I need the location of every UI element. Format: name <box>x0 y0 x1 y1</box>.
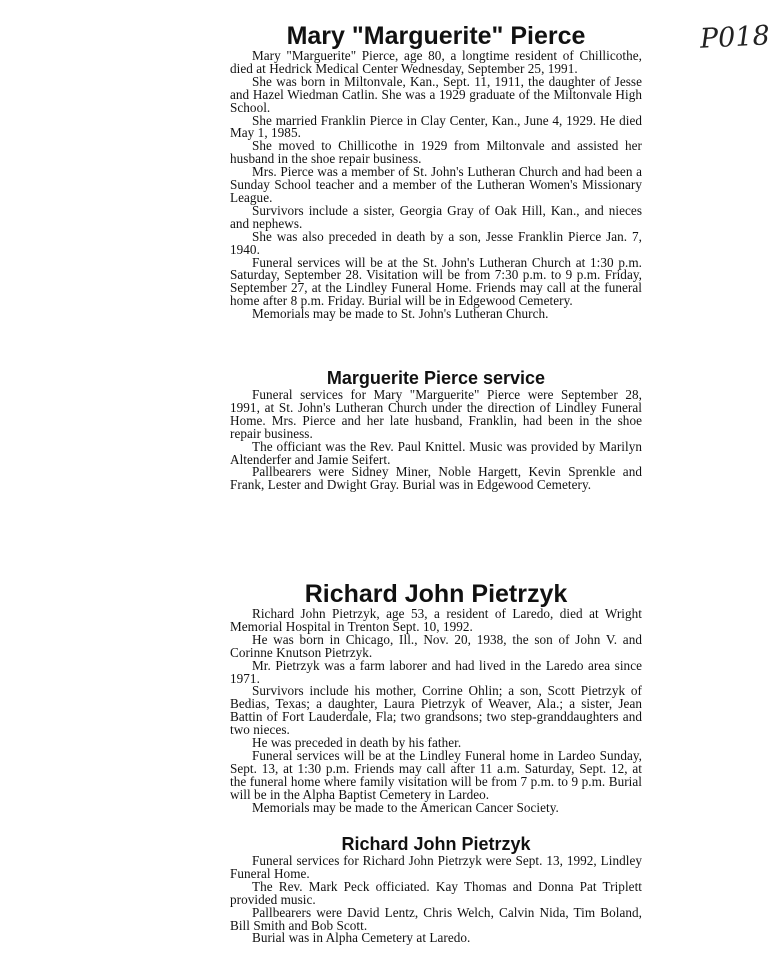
paragraph: She moved to Chillicothe in 1929 from Miltonvale and assisted her husband in the shoe repair business. <box>230 138 642 167</box>
obituary-body <box>230 608 642 815</box>
paragraph: Mary "Marguerite" Pierce, age 80, a longtime resident of Chillicothe, died at Hedrick Medical Center Wednesday, September 25, 1991. <box>230 48 642 76</box>
paragraph: Funeral services for Mary "Marguerite" Pierce were September 28, 1991, at St. John's Lutheran Church under the direction of Lindley Funeral Home. Mrs. Pierce and her late husband, Franklin, had been in the shoe repair business. <box>230 387 642 441</box>
service-title: Richard John Pietrzyk <box>341 834 531 854</box>
paragraph: Memorials may be made to the American Cancer Society. <box>252 799 559 815</box>
paragraph: Mr. Pietrzyk was a farm laborer and had lived in the Laredo area since 1971. <box>230 657 642 686</box>
paragraph: Survivors include a sister, Georgia Gray of Oak Hill, Kan., and nieces and nephews. <box>230 202 642 231</box>
paragraph: Mrs. Pierce was a member of St. John's Lutheran Church and had been a Sunday School teacher and a member of the Lutheran Women's Missionary League. <box>230 164 642 205</box>
paragraph: Funeral services for Richard John Pietrzyk were Sept. 13, 1992, Lindley Funeral Home. <box>230 853 642 881</box>
obituary-title: Richard John Pietrzyk <box>304 580 568 608</box>
paragraph: Memorials may be made to St. John's Lutheran Church. <box>252 306 549 322</box>
service-title: Marguerite Pierce service <box>326 368 546 388</box>
paragraph: She was born in Miltonvale, Kan., Sept. 11, 1911, the daughter of Jesse and Hazel Wiedman Catlin. She was a 1929 graduate of the Miltonvale High School. <box>230 73 642 115</box>
paragraph: He was preceded in death by his father. <box>252 735 462 751</box>
obituary-pierce <box>230 22 642 321</box>
service-pietrzyk <box>230 833 642 945</box>
paragraph: The officiant was the Rev. Paul Knittel. Music was provided by Marilyn Altenderfer and Jamie Seifert. <box>230 438 642 467</box>
paragraph: Pallbearers were David Lentz, Chris Welch, Calvin Nida, Tim Boland, Bill Smith and Bob Scott. <box>230 904 642 933</box>
obituary-title: Mary "Marguerite" Pierce <box>286 22 586 50</box>
paragraph: Survivors include his mother, Corrine Ohlin; a son, Scott Pietrzyk of Bedias, Texas; a daughter, Laura Pietrzyk of Weaver, Ala.; a sister, Jean Battin of Fort Lauderdale, Fla; two grandsons; two step-granddaughters and two nieces. <box>230 683 642 738</box>
service-pierce <box>230 367 642 492</box>
paragraph: She married Franklin Pierce in Clay Center, Kan., June 4, 1929. He died May 1, 1985. <box>230 112 642 141</box>
paragraph: Pallbearers were Sidney Miner, Noble Hargett, Kevin Sprenkle and Frank, Lester and Dwight Gray. Burial was in Edgewood Cemetery. <box>230 464 642 493</box>
handwritten-page-mark: P018 <box>699 20 770 55</box>
obituary-pietrzyk <box>230 580 642 815</box>
paragraph: She was also preceded in death by a son, Jesse Franklin Pierce Jan. 7, 1940. <box>230 228 642 257</box>
paragraph: Richard John Pietrzyk, age 53, a resident of Laredo, died at Wright Memorial Hospital in Trenton Sept. 10, 1992. <box>230 606 642 634</box>
paragraph: He was born in Chicago, Ill., Nov. 20, 1938, the son of John V. and Corinne Knutson Pietrzyk. <box>230 631 642 660</box>
paragraph: Funeral services will be at the Lindley Funeral home in Lardeo Sunday, Sept. 13, at 1:30 p.m. Friends may call after 11 a.m. Saturday, Sept. 12, at the funeral home where family visitation will be from 7 p.m. to 9 p.m. Burial will be in the Alpha Baptist Cemetery in Lardeo. <box>230 747 642 802</box>
paragraph: The Rev. Mark Peck officiated. Kay Thomas and Donna Pat Triplett provided music. <box>230 878 642 907</box>
paragraph: Burial was in Alpha Cemetery at Laredo. <box>252 930 471 946</box>
obituary-body <box>230 50 642 321</box>
paragraph: Funeral services will be at the St. John's Lutheran Church at 1:30 p.m. Saturday, September 28. Visitation will be from 7:30 p.m. to 9 p.m. Friday, September 27, at the Lindley Funeral Home. Friends may call at the funeral home after 8 p.m. Friday. Burial will be in Edgewood Cemetery. <box>230 254 642 309</box>
